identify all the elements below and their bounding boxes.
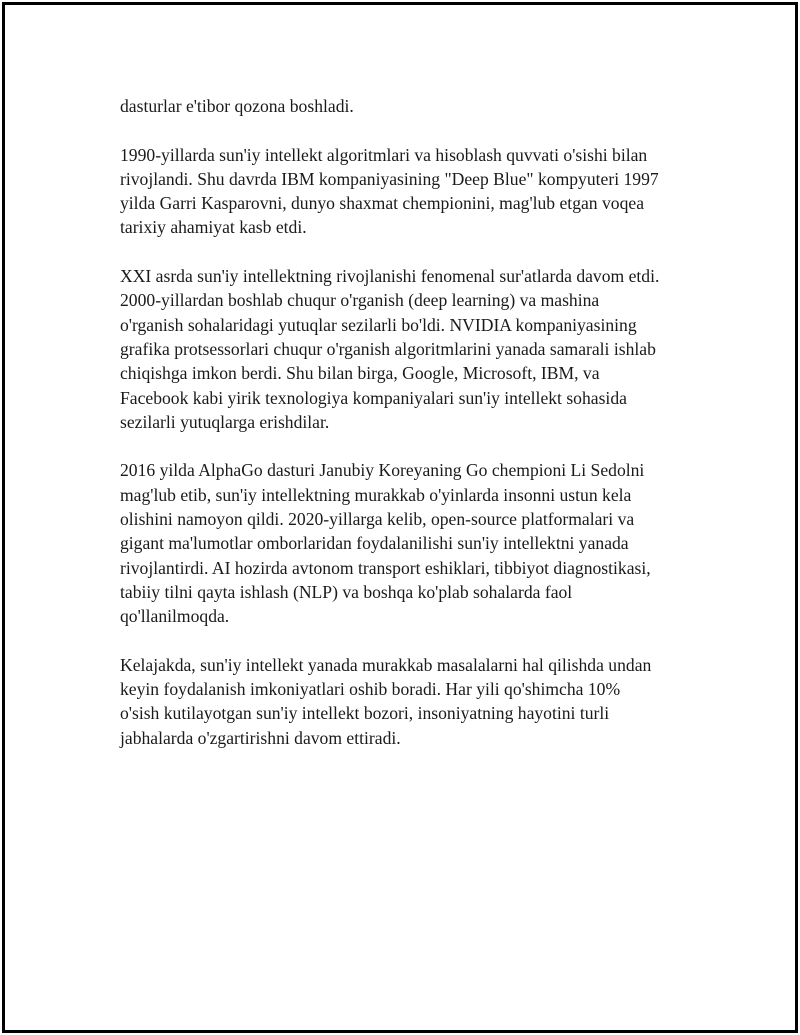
text-line: 1990-yillarda sun'iy intellekt algoritmlari va hisoblash quvvati o'sishi bilan: [120, 144, 648, 165]
text-line: chiqishga imkon berdi. Shu bilan birga, Google, Microsoft, IBM, va: [120, 363, 600, 384]
paragraph: [120, 458, 700, 628]
text-line: o'rganish sohalaridagi yutuqlar sezilarli bo'ldi. NVIDIA kompaniyasining: [120, 314, 637, 335]
text-line: jabhalarda o'zgartirishni davom ettiradi.: [120, 727, 401, 748]
text-line: tabiiy tilni qayta ishlash (NLP) va boshqa ko'plab sohalarda faol: [120, 581, 573, 602]
text-line: Kelajakda, sun'iy intellekt yanada murakkab masalalarni hal qilishda undan: [120, 654, 652, 675]
paragraph: [120, 653, 700, 750]
text-line: rivojlandi. Shu davrda IBM kompaniyasining "Deep Blue" kompyuteri 1997: [120, 168, 659, 189]
text-line: keyin foydalanish imkoniyatlari oshib boradi. Har yili qo'shimcha 10%: [120, 679, 621, 700]
page-frame: [2, 2, 798, 1033]
text-line: 2000-yillardan boshlab chuqur o'rganish (deep learning) va mashina: [120, 290, 600, 311]
text-line: XXI asrda sun'iy intellektning rivojlanishi fenomenal sur'atlarda davom etdi.: [120, 266, 660, 287]
text-line: Facebook kabi yirik texnologiya kompaniyalari sun'iy intellekt sohasida: [120, 387, 627, 408]
text-line: rivojlantirdi. AI hozirda avtonom transport eshiklari, tibbiyot diagnostikasi,: [120, 557, 651, 578]
text-line: mag'lub etib, sun'iy intellektning murakkab o'yinlarda insonni ustun kela: [120, 484, 632, 505]
text-line: qo'llanilmoqda.: [120, 606, 230, 627]
text-line: olishini namoyon qildi. 2020-yillarga kelib, open-source platformalari va: [120, 509, 635, 530]
text-line: gigant ma'lumotlar omborlaridan foydalanilishi sun'iy intellektni yanada: [120, 533, 629, 554]
document-body: [120, 94, 700, 774]
text-line: o'sish kutilayotgan sun'iy intellekt bozori, insoniyatning hayotini turli: [120, 703, 610, 724]
text-line: yilda Garri Kasparovni, dunyo shaxmat chempionini, mag'lub etgan voqea: [120, 193, 645, 214]
text-line: tarixiy ahamiyat kasb etdi.: [120, 217, 307, 238]
text-line: 2016 yilda AlphaGo dasturi Janubiy Koreyaning Go chempioni Li Sedolni: [120, 460, 645, 481]
text-line: sezilarli yutuqlarga erishdilar.: [120, 411, 330, 432]
paragraph: [120, 143, 700, 240]
text-line: dasturlar e'tibor qozona boshladi.: [120, 96, 354, 116]
paragraph: [120, 94, 700, 118]
text-line: grafika protsessorlari chuqur o'rganish algoritmlarini yanada samarali ishlab: [120, 338, 656, 359]
paragraph: [120, 264, 700, 434]
